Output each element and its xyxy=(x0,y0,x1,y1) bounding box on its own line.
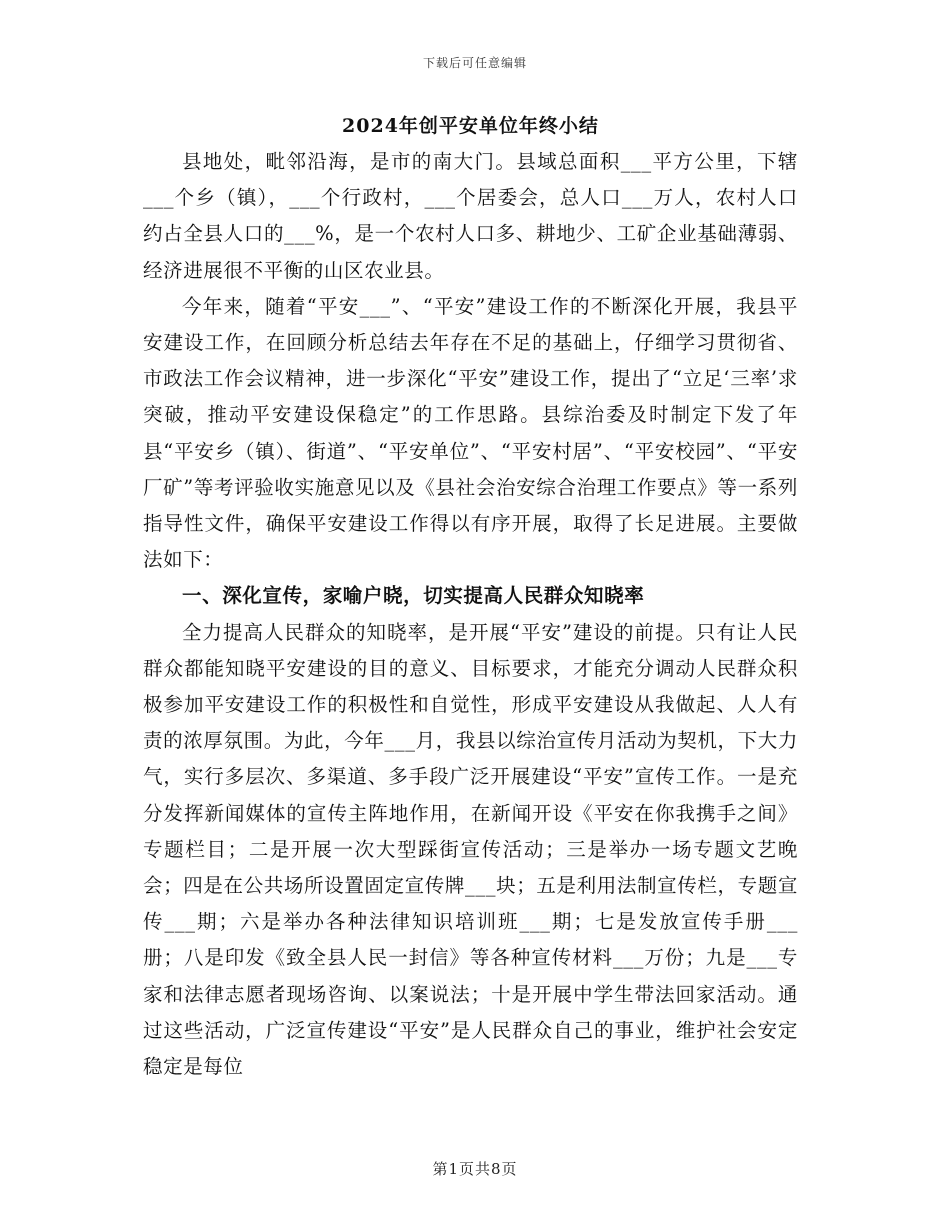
document-title: 2024年创平安单位年终小结 xyxy=(342,115,599,137)
section-heading-publicity: 一、深化宣传，家喻户晓，切实提高人民群众知晓率 xyxy=(182,584,645,608)
document-body xyxy=(143,108,798,1085)
paragraph-publicity: 全力提高人民群众的知晓率，是开展“平安”建设的前提。只有让人民群众都能知晓平安建设的目的意义、目标要求，才能充分调动人民群众积极参加平安建设工作的积极性和自觉性，形成平安建设从我做起、人人有责的浓厚氛围。为此，今年___月，我县以综治宣传月活动为契机，下大力气，实行多层次、多渠道、多手段广泛开展建设“平安”宣传工作。一是充分发挥新闻媒体的宣传主阵地作用，在新闻开设《平安在你我携手之间》专题栏目；二是开展一次大型踩街宣传活动；三是举办一场专题文艺晚会；四是在公共场所设置固定宣传牌___块；五是利用法制宣传栏，专题宣传___期；六是举办各种法律知识培训班___期；七是发放宣传手册___册；八是印发《致全县人民一封信》等各种宣传材料___万份；九是___专家和法律志愿者现场咨询、以案说法；十是开展中学生带法回家活动。通过这些活动，广泛宣传建设“平安”是人民群众自己的事业，维护社会安定稳定是每位 xyxy=(143,620,798,1079)
page-indicator: 第1页共8页 xyxy=(432,1160,518,1178)
header-note: 下载后可任意编辑 xyxy=(422,56,527,70)
paragraph-overview: 县地处，毗邻沿海，是市的南大门。县域总面积___平方公里，下辖___个乡（镇），___个行政村，___个居委会，总人口___万人，农村人口约占全县人口的___%，是一个农村人口多、耕地少、工矿企业基础薄弱、经济进展很不平衡的山区农业县。 xyxy=(143,150,798,282)
paragraph-progress: 今年来，随着“平安___”、“平安”建设工作的不断深化开展，我县平安建设工作，在回顾分析总结去年存在不足的基础上，仔细学习贯彻省、市政法工作会议精神，进一步深化“平安”建设工作，提出了“立足‘三率’求突破，推动平安建设保稳定”的工作思路。县综治委及时制定下发了年县“平安乡（镇）、街道”、“平安单位”、“平安村居”、“平安校园”、“平安厂矿”等考评验收实施意见以及《县社会治安综合治理工作要点》等一系列指导性文件，确保平安建设工作得以有序开展，取得了长足进展。主要做法如下： xyxy=(143,294,798,572)
